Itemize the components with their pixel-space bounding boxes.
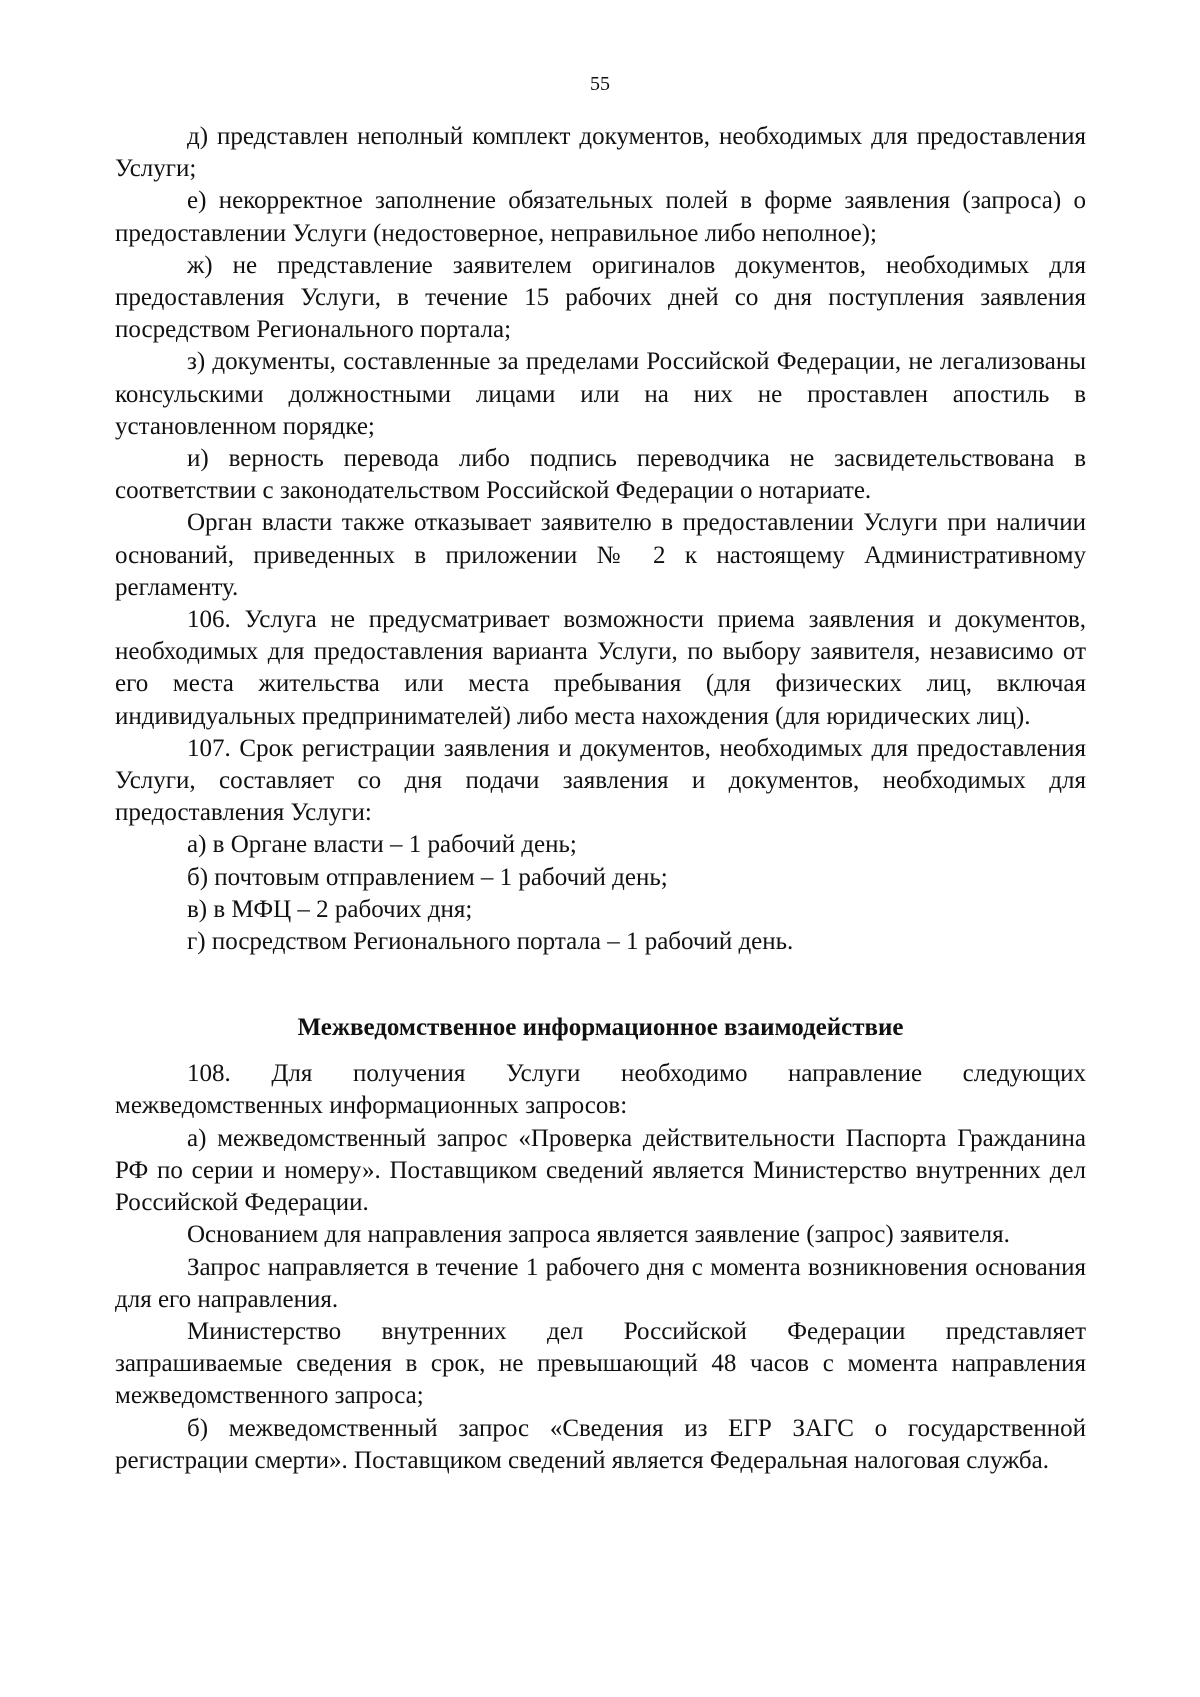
- paragraph-request-timing: Запрос направляется в течение 1 рабочего дня с момента возникновения основания для его направления.: [115, 1253, 1086, 1313]
- paragraph-108-b-zags-request: б) межведомственный запрос «Сведения из ЕГР ЗАГС о государственной регистрации смерти». Поставщиком сведений является Федеральная налоговая служба.: [115, 1414, 1086, 1474]
- list-item-a-authority: а) в Органе власти – 1 рабочий день;: [187, 831, 577, 859]
- paragraph-refusal-grounds: Орган власти также отказывает заявителю в предоставлении Услуги при наличии оснований, приведенных в приложении № 2 к настоящему Административному регламенту.: [115, 509, 1086, 601]
- section-heading: Межведомственное информационное взаимодействие: [297, 1014, 904, 1042]
- paragraph-mvd-response: Министерство внутренних дел Российской Федерации представляет запрашиваемые сведения в срок, не превышающий 48 часов с момента направления межведомственного запроса;: [115, 1317, 1086, 1410]
- page-number: 55: [590, 73, 610, 95]
- paragraph-106: 106. Услуга не предусматривает возможности приема заявления и документов, необходимых для предоставления варианта Услуги, по выбору заявителя, независимо от его места жительства или места пребывания (для физических лиц, включая индивидуальных предпринимателей) либо места нахождения (для юридических лиц).: [115, 606, 1086, 730]
- paragraph-i-translation: и) верность перевода либо подпись переводчика не засвидетельствована в соответствии с законодательством Российской Федерации о нотариате.: [115, 445, 1086, 505]
- document-body: [115, 121, 1086, 1477]
- paragraph-z-foreign-documents: з) документы, составленные за пределами Российской Федерации, не легализованы консульскими должностными лицами или на них не проставлен апостиль в установленном порядке;: [115, 348, 1086, 440]
- list-item-v-mfc: в) в МФЦ – 2 рабочих дня;: [187, 895, 473, 923]
- list-item-b-postal: б) почтовым отправлением – 1 рабочий день;: [187, 863, 668, 891]
- paragraph-107: 107. Срок регистрации заявления и документов, необходимых для предоставления Услуги, составляет со дня подачи заявления и документов, необходимых для предоставления Услуги:: [115, 734, 1086, 827]
- paragraph-d-incomplete-documents: д) представлен неполный комплект документов, необходимых для предоставления Услуги;: [115, 123, 1086, 183]
- paragraph-e-incorrect-form: е) некорректное заполнение обязательных полей в форме заявления (запроса) о предоставлении Услуги (недостоверное, неправильное либо неполное);: [115, 187, 1086, 247]
- paragraph-zh-originals-not-provided: ж) не представление заявителем оригиналов документов, необходимых для предоставления Услуги, в течение 15 рабочих дней со дня поступления заявления посредством Регионального портала;: [115, 251, 1086, 344]
- paragraph-108: 108. Для получения Услуги необходимо направление следующих межведомственных информационных запросов:: [115, 1060, 1086, 1120]
- paragraph-108-a-passport-request: а) межведомственный запрос «Проверка действительности Паспорта Гражданина РФ по серии и номеру». Поставщиком сведений является Министерство внутренних дел Российской Федерации.: [115, 1124, 1086, 1217]
- list-item-g-portal: г) посредством Регионального портала – 1 рабочий день.: [187, 928, 794, 956]
- paragraph-request-basis: Основанием для направления запроса является заявление (запрос) заявителя.: [187, 1221, 1010, 1249]
